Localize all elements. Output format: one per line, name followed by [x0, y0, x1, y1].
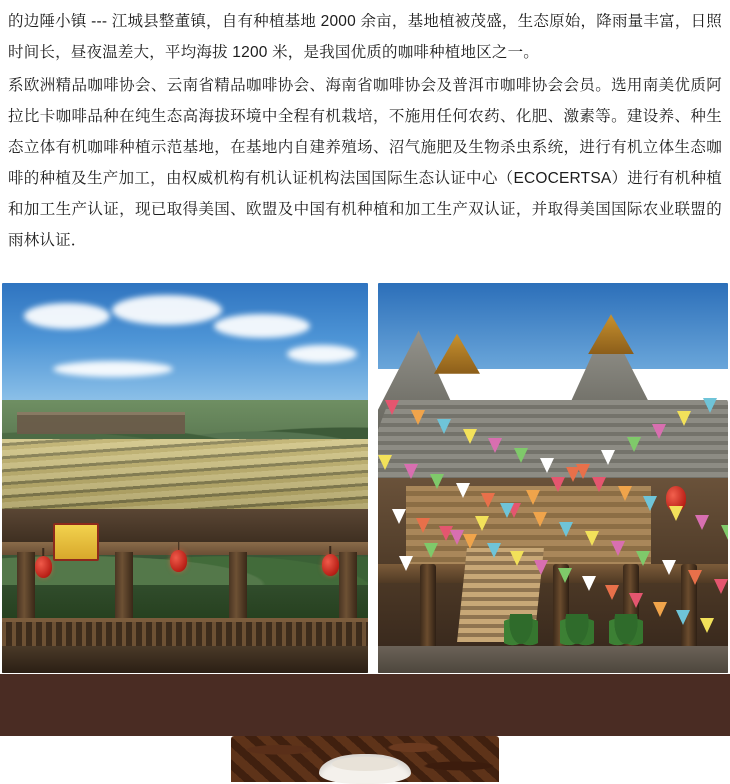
- photo-dai-wooden-house: [378, 283, 728, 673]
- cloud-shape: [53, 361, 173, 377]
- distant-building-roof: [17, 412, 185, 435]
- red-lantern-icon: [35, 556, 52, 578]
- white-coffee-cup: [319, 754, 411, 784]
- red-lantern-icon: [666, 486, 686, 512]
- photo-gallery-row: [0, 283, 730, 673]
- coffee-bean-band: [0, 736, 730, 782]
- description-text-block: [0, 0, 730, 256]
- ground-surface: [378, 646, 728, 673]
- paragraph-1: 的边陲小镇 --- 江城县整董镇，自有种植基地 2000 余亩，基地植被茂盛，生态原始，降雨量丰富，日照时间长，昼夜温差大，平均海拔 1200 米，是我国优质的咖啡种植地区之一。: [8, 13, 722, 61]
- cloud-shape: [112, 295, 222, 325]
- house-roof-tiles: [378, 400, 728, 486]
- photo-coffee-drying-terraces: [2, 283, 368, 673]
- paragraph-2: 系欧洲精品咖啡协会、云南省精品咖啡协会、海南省咖啡协会及普洱市咖啡协会会员。选用南美优质阿拉比卡咖啡品种在纯生态高海拔环境中全程有机栽培，不施用任何农药、化肥、激素等。建设养、种生态立体有机咖啡种植示范基地，在基地内自建养殖场、沼气施肥及生物杀虫系统，进行有机立体生态咖啡的种植及生产加工，由权威机构有机认证机构法国国际生态认证中心（ECOCERTSA）进行有机种植和加工生产认证，现已取得美国、欧盟及中国有机种植和加工生产双认证，并取得美国国际农业联盟的雨林认证．: [8, 77, 722, 249]
- support-post: [420, 564, 436, 658]
- coffee-beans-texture: [231, 736, 499, 782]
- pavilion-floor: [2, 646, 368, 673]
- red-lantern-icon: [322, 554, 339, 576]
- cloud-shape: [24, 303, 110, 329]
- support-post: [681, 564, 697, 658]
- pavilion-signboard: [53, 523, 99, 561]
- dark-divider-bar: [0, 674, 730, 736]
- sky-background: [378, 283, 728, 369]
